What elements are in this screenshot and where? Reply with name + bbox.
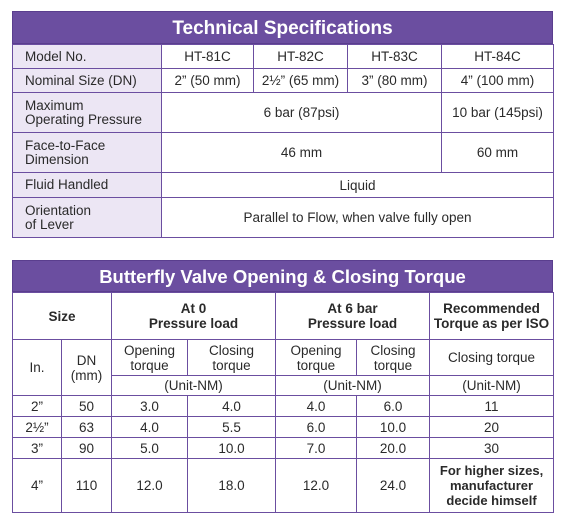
header-line: Opening bbox=[290, 342, 342, 358]
torque-subheader-row bbox=[13, 340, 554, 376]
model-cell: HT-81C bbox=[162, 45, 254, 69]
header-line: Closing bbox=[370, 342, 416, 358]
recommended-header bbox=[430, 293, 554, 340]
value-cell: 18.0 bbox=[188, 459, 276, 513]
header-line: Torque as per ISO bbox=[433, 316, 550, 331]
torque-data-row bbox=[13, 417, 554, 438]
note-line: manufacturer bbox=[450, 478, 534, 493]
inch-cell: 2½” bbox=[13, 417, 62, 438]
size-header: Size bbox=[13, 293, 112, 340]
pressure-label-line: Operating Pressure bbox=[25, 111, 143, 127]
value-cell: 20.0 bbox=[357, 438, 430, 459]
recommended-cell: 30 bbox=[430, 438, 554, 459]
orientation-row bbox=[13, 198, 554, 238]
model-label: Model No. bbox=[13, 45, 162, 69]
torque-title: Butterfly Valve Opening & Closing Torque bbox=[12, 260, 553, 292]
face-to-face-row bbox=[13, 133, 554, 173]
orientation-label-line: of Lever bbox=[25, 216, 74, 232]
value-cell: 7.0 bbox=[276, 438, 357, 459]
size-cell: 3” (80 mm) bbox=[348, 69, 442, 93]
unit-label: (Unit-NM) bbox=[112, 376, 276, 396]
technical-specifications-table bbox=[12, 44, 554, 238]
value-cell: 6.0 bbox=[357, 396, 430, 417]
value-cell: 3.0 bbox=[112, 396, 188, 417]
header-line: At 6 bar bbox=[327, 301, 378, 316]
model-cell: HT-84C bbox=[442, 45, 554, 69]
dn-cell: 90 bbox=[62, 438, 112, 459]
six-bar-header bbox=[276, 293, 430, 340]
header-line: torque bbox=[373, 357, 413, 373]
pressure-value: 6 bar (87psi) bbox=[162, 93, 442, 133]
face-value: 60 mm bbox=[442, 133, 554, 173]
header-line: torque bbox=[296, 357, 336, 373]
fluid-row bbox=[13, 173, 554, 198]
higher-sizes-note bbox=[430, 459, 554, 513]
value-cell: 12.0 bbox=[112, 459, 188, 513]
header-line: Recommended bbox=[443, 301, 540, 316]
torque-header-row bbox=[13, 293, 554, 340]
model-cell: HT-82C bbox=[254, 45, 348, 69]
closing-torque-header: Closing torque bbox=[430, 340, 554, 376]
face-value: 46 mm bbox=[162, 133, 442, 173]
pressure-label bbox=[13, 93, 162, 133]
header-line: Opening bbox=[123, 342, 176, 358]
torque-data-row bbox=[13, 396, 554, 417]
header-line: Closing bbox=[209, 342, 255, 358]
nominal-size-row bbox=[13, 69, 554, 93]
header-line: Pressure load bbox=[148, 316, 239, 331]
orientation-label-line: Orientation bbox=[25, 202, 92, 218]
value-cell: 5.0 bbox=[112, 438, 188, 459]
unit-label: (Unit-NM) bbox=[276, 376, 430, 396]
header-line: (mm) bbox=[70, 367, 103, 383]
inch-header: In. bbox=[13, 340, 62, 396]
fluid-value: Liquid bbox=[162, 173, 554, 198]
technical-specifications-title: Technical Specifications bbox=[12, 11, 553, 44]
value-cell: 4.0 bbox=[276, 396, 357, 417]
orientation-label bbox=[13, 198, 162, 238]
pressure-row bbox=[13, 93, 554, 133]
torque-data-row bbox=[13, 459, 554, 513]
model-row bbox=[13, 45, 554, 69]
recommended-cell: 11 bbox=[430, 396, 554, 417]
model-cell: HT-83C bbox=[348, 45, 442, 69]
value-cell: 24.0 bbox=[357, 459, 430, 513]
note-line: decide himself bbox=[446, 493, 537, 508]
closing-torque-header bbox=[357, 340, 430, 376]
value-cell: 10.0 bbox=[357, 417, 430, 438]
dn-cell: 110 bbox=[62, 459, 112, 513]
value-cell: 6.0 bbox=[276, 417, 357, 438]
face-label-line: Dimension bbox=[25, 151, 89, 167]
value-cell: 4.0 bbox=[188, 396, 276, 417]
dn-cell: 50 bbox=[62, 396, 112, 417]
torque-table bbox=[12, 292, 554, 513]
opening-torque-header bbox=[276, 340, 357, 376]
value-cell: 12.0 bbox=[276, 459, 357, 513]
pressure-value: 10 bar (145psi) bbox=[442, 93, 554, 133]
unit-label: (Unit-NM) bbox=[430, 376, 554, 396]
closing-torque-header bbox=[188, 340, 276, 376]
inch-cell: 2” bbox=[13, 396, 62, 417]
header-line: torque bbox=[212, 357, 251, 373]
recommended-cell: 20 bbox=[430, 417, 554, 438]
size-cell: 4” (100 mm) bbox=[442, 69, 554, 93]
header-line: torque bbox=[130, 357, 169, 373]
orientation-value: Parallel to Flow, when valve fully open bbox=[162, 198, 554, 238]
dn-cell: 63 bbox=[62, 417, 112, 438]
dn-header bbox=[62, 340, 112, 396]
value-cell: 4.0 bbox=[112, 417, 188, 438]
value-cell: 10.0 bbox=[188, 438, 276, 459]
note-line: For higher sizes, bbox=[439, 463, 544, 478]
inch-cell: 4” bbox=[13, 459, 62, 513]
header-line: At 0 bbox=[180, 301, 207, 316]
size-cell: 2” (50 mm) bbox=[162, 69, 254, 93]
header-line: Pressure load bbox=[307, 316, 398, 331]
nominal-size-label: Nominal Size (DN) bbox=[13, 69, 162, 93]
value-cell: 5.5 bbox=[188, 417, 276, 438]
zero-pressure-header bbox=[112, 293, 276, 340]
header-line: DN bbox=[76, 352, 97, 368]
face-to-face-label bbox=[13, 133, 162, 173]
pressure-label-line: Maximum bbox=[25, 97, 84, 113]
face-label-line: Face-to-Face bbox=[25, 137, 106, 153]
size-cell: 2½” (65 mm) bbox=[254, 69, 348, 93]
opening-torque-header bbox=[112, 340, 188, 376]
torque-data-row bbox=[13, 438, 554, 459]
fluid-label: Fluid Handled bbox=[13, 173, 162, 198]
inch-cell: 3” bbox=[13, 438, 62, 459]
